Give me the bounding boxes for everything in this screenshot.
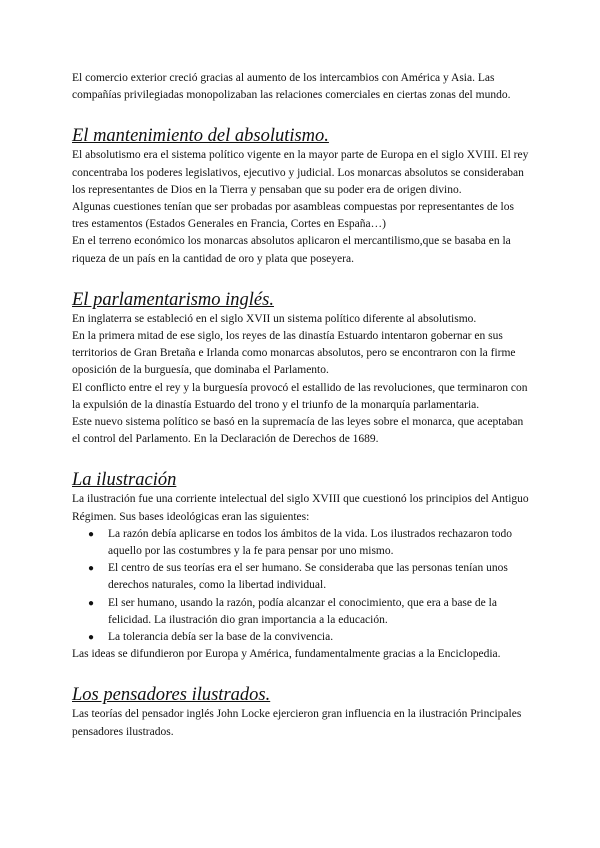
paragraph: La ilustración fue una corriente intelectual del siglo XVIII que cuestionó los principios del Antiguo Régimen. Sus bases ideológicas eran las siguientes:: [72, 493, 529, 523]
list-item: ● El ser humano, usando la razón, podía alcanzar el conocimiento, que era a base de la felicidad. La ilustración dio gran importancia a la educación.: [88, 596, 497, 626]
list-item: ● La razón debía aplicarse en todos los ámbitos de la vida. Los ilustrados rechazaron todo aquello por las costumbres y la fe para pensar por uno mismo.: [88, 527, 512, 558]
list-item: ● El centro de sus teorías era el ser humano. Se consideraba que las personas tenían unos derechos naturales, como la libertad individual.: [88, 562, 508, 592]
bullet-icon: ●: [88, 632, 95, 644]
paragraph: El conflicto entre el rey y la burguesía provocó el estallido de las revoluciones, que terminaron con la expulsión de la dinastía Estuardo del trono y el triunfo de la monarquía parlamentaria.: [72, 381, 528, 411]
paragraph: Las ideas se difundieron por Europa y América, fundamentalmente gracias a la Enciclopedia.: [72, 648, 501, 661]
paragraph: En inglaterra se estableció en el siglo XVII un sistema político diferente al absolutismo.: [72, 312, 477, 325]
paragraph: En la primera mitad de ese siglo, los reyes de las dinastía Estuardo intentaron gobernar en sus territorios de Gran Bretaña e Irlanda como monarcas absolutos, pero se encontraron con la firme oposición de la burguesía, que dominaba el Parlamento.: [72, 330, 516, 377]
bullet-icon: ●: [88, 528, 95, 540]
section-title-parlamentarismo: El parlamentarismo inglés.: [72, 289, 274, 310]
paragraph: Las teorías del pensador inglés John Locke ejercieron gran influencia en la ilustración Principales pensadores ilustrados.: [72, 708, 522, 738]
section-title-ilustracion: La ilustración: [72, 470, 177, 491]
paragraph: En el terreno económico los monarcas absolutos aplicaron el mercantilismo,que se basaba en la riqueza de un país en la cantidad de oro y plata que poseyera.: [72, 235, 511, 265]
bullet-icon: ●: [88, 563, 95, 575]
paragraph: Este nuevo sistema político se basó en la supremacía de las leyes sobre el monarca, que aceptaban el control del Parlamento. En la Declaración de Derechos de 1689.: [72, 416, 524, 446]
bullet-icon: ●: [88, 597, 95, 609]
document-body: [72, 70, 532, 741]
paragraph: El absolutismo era el sistema político vigente en la mayor parte de Europa en el siglo XVIII. El rey concentraba los poderes legislativos, ejecutivo y judicial. Los monarcas absolutos se consideraban los representantes de Dios en la Tierra y pensaban que su poder era de origen divino.: [72, 149, 529, 196]
list-item: ● La tolerancia debía ser la base de la convivencia.: [108, 629, 532, 646]
intro-paragraph: El comercio exterior creció gracias al aumento de los intercambios con América y Asia. Las compañías privilegiadas monopolizaban las relaciones comerciales en ciertas zonas del mundo.: [72, 72, 511, 102]
section-title-absolutismo: El mantenimiento del absolutismo.: [72, 126, 329, 147]
bullet-list: [72, 526, 532, 646]
section-title-pensadores: Los pensadores ilustrados.: [72, 685, 271, 706]
paragraph: Algunas cuestiones tenían que ser probadas por asambleas compuestas por representantes de los tres estamentos (Estados Generales en Francia, Cortes en España…): [72, 201, 514, 231]
